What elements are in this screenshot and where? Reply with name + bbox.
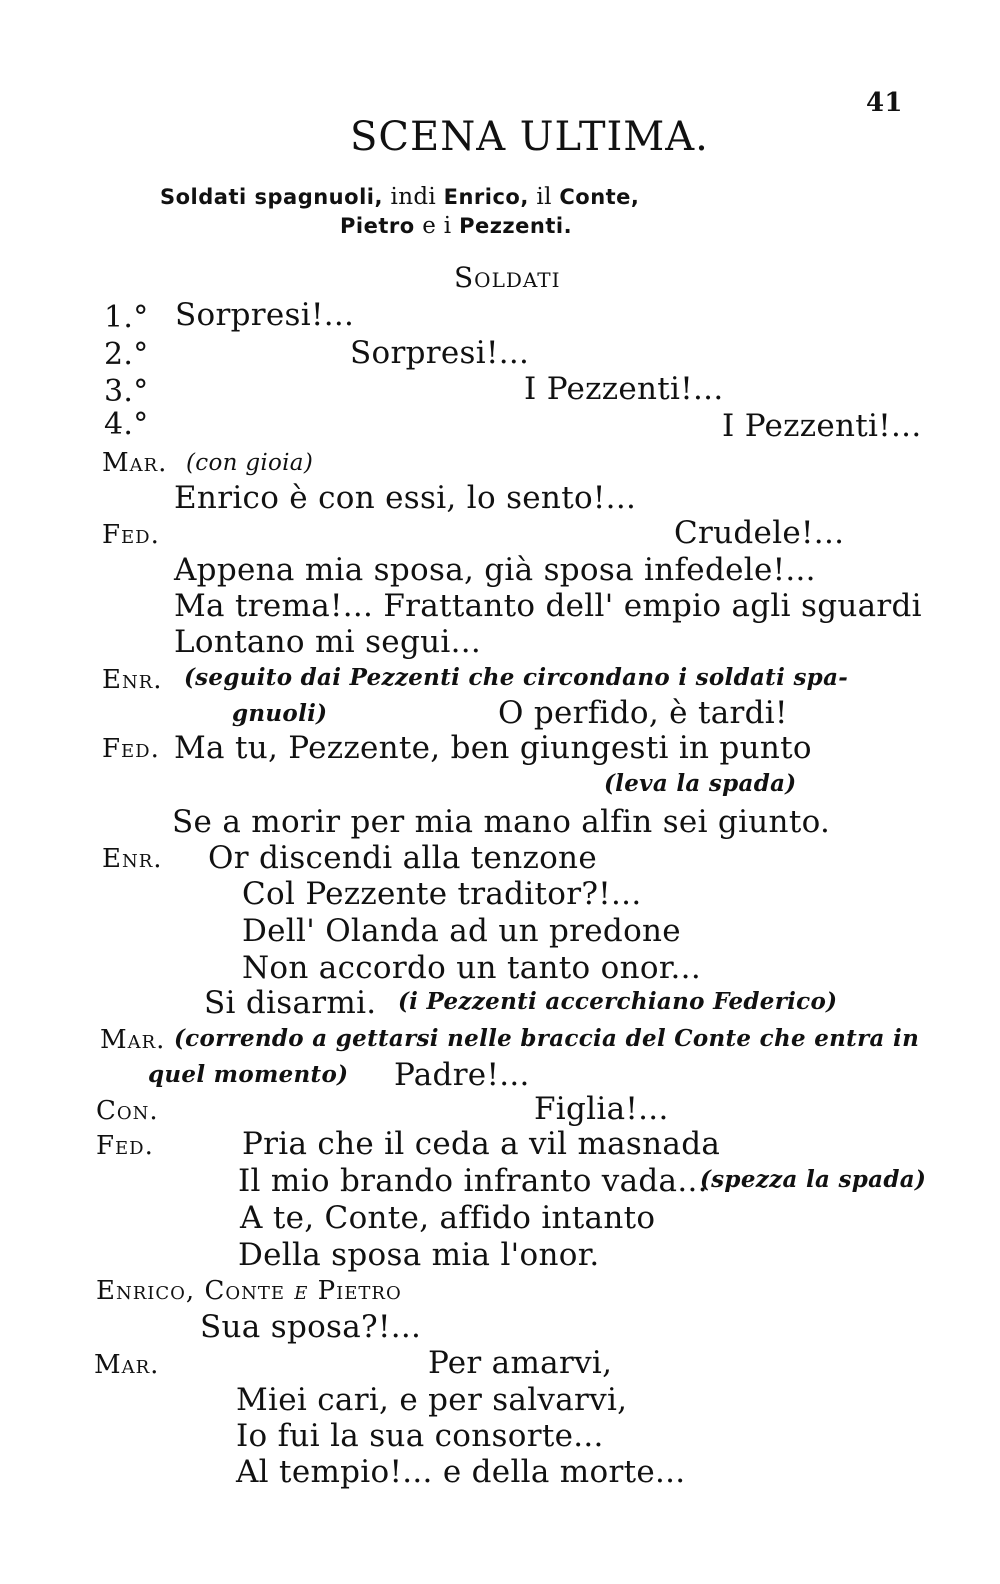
verse-line: Della sposa mia l'onor.	[238, 1237, 600, 1273]
characters-soldati: Soldati spagnuoli,	[160, 185, 383, 209]
verse-line: Sua sposa?!...	[200, 1309, 422, 1345]
characters-conte: Conte,	[559, 185, 640, 209]
speaker-pietro: Pietro	[317, 1276, 402, 1306]
verse-line: Col Pezzente traditor?!...	[242, 876, 642, 912]
characters-pezzenti: Pezzenti.	[459, 214, 573, 238]
speaker-mar: Mar.	[94, 1350, 160, 1380]
characters-il: il	[528, 184, 560, 210]
page-number: 41	[866, 88, 903, 118]
speaker-enr: Enr.	[102, 665, 163, 695]
verse-line: Dell' Olanda ad un predone	[242, 913, 681, 949]
verse-line: Non accordo un tanto onor...	[242, 950, 701, 986]
speaker-soldati: Soldati	[454, 261, 561, 294]
verse-line: Sorpresi!...	[350, 335, 530, 371]
stage-direction: (leva la spada)	[604, 770, 797, 797]
soldier-number-4: 4.°	[104, 407, 149, 442]
stage-direction: gnuoli)	[232, 700, 328, 727]
verse-line: Se a morir per mia mano alfin sei giunto.	[172, 804, 831, 840]
speaker-mar: Mar.	[100, 1025, 166, 1055]
stage-direction: quel momento)	[148, 1061, 349, 1088]
verse-line: Padre!...	[394, 1057, 530, 1093]
verse-line: Enrico è con essi, lo sento!...	[174, 480, 637, 516]
stage-direction: (con gioia)	[186, 450, 314, 476]
speaker-fed: Fed.	[102, 520, 160, 550]
speaker-con: Con.	[96, 1096, 159, 1126]
verse-line: Al tempio!... e della morte...	[236, 1454, 686, 1490]
verse-line: I Pezzenti!...	[722, 408, 922, 444]
stage-direction: (seguito dai Pezzenti che circondano i soldati spa-	[184, 664, 849, 691]
characters-indi: indi	[382, 184, 444, 210]
verse-line: Per amarvi,	[428, 1345, 613, 1381]
verse-line: Si disarmi.	[204, 985, 377, 1021]
verse-line: Figlia!...	[534, 1091, 669, 1127]
verse-line: Pria che il ceda a vil masnada	[242, 1126, 721, 1162]
scene-title: SCENA ULTIMA.	[350, 114, 709, 160]
verse-line: Ma trema!... Frattanto dell' empio agli sguardi	[174, 588, 922, 624]
speaker-fed: Fed.	[102, 734, 160, 764]
speaker-fed: Fed.	[96, 1131, 154, 1161]
stage-direction: (spezza la spada)	[700, 1166, 927, 1193]
verse-line: I Pezzenti!...	[524, 371, 724, 407]
soldier-number-3: 3.°	[104, 374, 149, 409]
verse-line: O perfido, è tardi!	[498, 695, 788, 731]
speaker-enr: Enr.	[102, 844, 163, 874]
verse-line: Or discendi alla tenzone	[208, 840, 597, 876]
soldier-number-1: 1.°	[104, 300, 149, 335]
verse-line: Sorpresi!...	[175, 297, 355, 333]
verse-line: Ma tu, Pezzente, ben giungesti in punto	[174, 730, 812, 766]
speaker-trio	[96, 1278, 402, 1304]
verse-line: Io fui la sua consorte...	[236, 1418, 604, 1454]
scene-characters-line-2	[340, 215, 572, 238]
stage-direction: (i Pezzenti accerchiano Federico)	[398, 988, 838, 1015]
verse-line: A te, Conte, affido intanto	[240, 1200, 656, 1236]
characters-enrico: Enrico,	[443, 185, 529, 209]
speaker-e: e	[285, 1276, 318, 1306]
verse-line: Appena mia sposa, già sposa infedele!...	[174, 552, 816, 588]
stage-direction: (correndo a gettarsi nelle braccia del Conte che entra in	[174, 1025, 920, 1052]
characters-pietro: Pietro	[340, 214, 415, 238]
verse-line: Miei cari, e per salvarvi,	[236, 1382, 628, 1418]
scene-characters-line-1	[160, 186, 639, 209]
verse-line: Il mio brando infranto vada...	[238, 1163, 708, 1199]
speaker-mar: Mar.	[102, 448, 168, 478]
soldier-number-2: 2.°	[104, 337, 149, 372]
verse-line: Lontano mi segui...	[174, 624, 482, 660]
characters-ei: e i	[414, 213, 460, 239]
verse-line: Crudele!...	[674, 515, 845, 551]
speaker-enrico-conte: Enrico, Conte	[96, 1276, 285, 1306]
